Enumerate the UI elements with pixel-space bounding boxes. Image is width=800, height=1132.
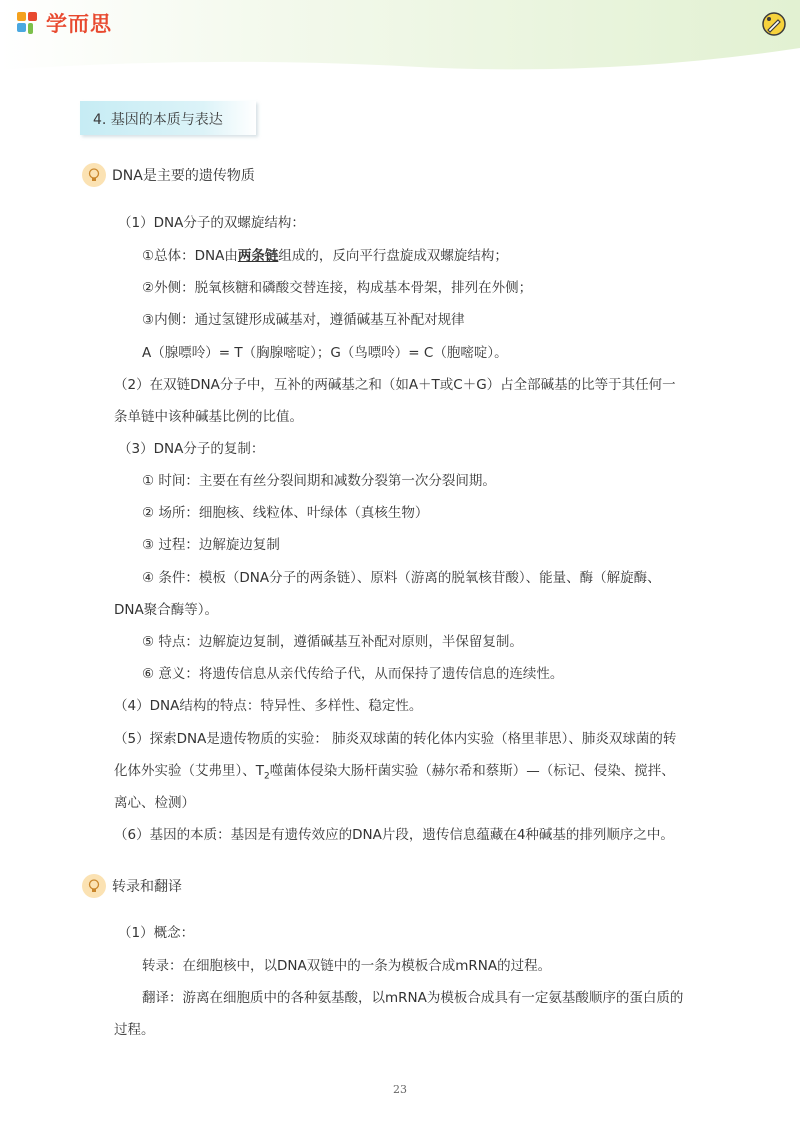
text-line: 条单链中该种碱基比例的比值。 [114, 409, 303, 425]
page-number: 23 [393, 1083, 407, 1096]
subsection-heading-dna [82, 163, 255, 187]
text-line: 翻译：游离在细胞质中的各种氨基酸，以mRNA为模板合成具有一定氨基酸顺序的蛋白质的 [142, 990, 684, 1006]
text-line: ① 时间：主要在有丝分裂间期和减数分裂第一次分裂间期。 [142, 473, 496, 489]
emphasis-text: 两条链 [237, 248, 279, 264]
subsection-heading-transcription [82, 874, 182, 898]
text-line: （3）DNA分子的复制： [118, 441, 265, 457]
text-line: ①总体：DNA由两条链组成的，反向平行盘旋成双螺旋结构； [142, 248, 508, 264]
text-line: ④ 条件：模板（DNA分子的两条链）、原料（游离的脱氧核苷酸）、能量、酶（解旋酶、 [142, 570, 661, 586]
text-line: A（腺嘌呤）= T（胸腺嘧啶）；G（鸟嘌呤）= C（胞嘧啶）。 [142, 345, 508, 361]
text-line: 化体外实验（艾弗里）、$T_2$噬菌体侵染大肠杆菌实验（赫尔希和蔡斯）—（标记、侵染、搅拌、 [114, 763, 675, 782]
text-line: 转录：在细胞核中，以DNA双链中的一条为模板合成mRNA的过程。 [142, 958, 552, 974]
section-title-banner [80, 101, 256, 135]
text-line: ⑥ 意义：将遗传信息从亲代传给子代，从而保持了遗传信息的连续性。 [142, 666, 564, 682]
text-line: （2）在双链DNA分子中，互补的两碱基之和（如A＋T或C＋G）占全部碱基的比等于其任何一 [114, 377, 676, 393]
subsection-title: DNA是主要的遗传物质 [112, 168, 255, 184]
text-line: （6）基因的本质：基因是有遗传效应的DNA片段，遗传信息蕴藏在4种碱基的排列顺序之中。 [114, 827, 674, 843]
text-line: （5）探索DNA是遗传物质的实验： 肺炎双球菌的转化体内实验（格里菲思）、肺炎双球菌的转 [114, 731, 677, 747]
text-line: ③内侧：通过氢键形成碱基对，遵循碱基互补配对规律 [142, 312, 465, 328]
header-background [0, 0, 800, 80]
text-line: DNA聚合酶等）。 [114, 602, 218, 618]
text-line: （1）概念： [118, 925, 195, 941]
brand-logo [14, 8, 112, 38]
text-line: 离心、检测） [114, 795, 195, 811]
logo-icon [14, 9, 42, 37]
text-line: （4）DNA结构的特点：特异性、多样性、稳定性。 [114, 698, 423, 714]
pencil-badge-icon [760, 10, 788, 38]
text-line: （1）DNA分子的双螺旋结构： [118, 215, 305, 231]
bulb-icon [82, 163, 106, 187]
text-line: ③ 过程：边解旋边复制 [142, 537, 280, 553]
bulb-icon [82, 874, 106, 898]
text-line: ② 场所：细胞核、线粒体、叶绿体（真核生物） [142, 505, 429, 521]
text-line: ⑤ 特点：边解旋边复制，遵循碱基互补配对原则，半保留复制。 [142, 634, 523, 650]
text-line: 过程。 [114, 1022, 155, 1038]
section-title: 4. 基因的本质与表达 [93, 112, 223, 128]
logo-text: 学而思 [46, 12, 112, 36]
text-line: ②外侧：脱氧核糖和磷酸交替连接，构成基本骨架，排列在外侧； [142, 280, 533, 296]
subsection-title: 转录和翻译 [112, 879, 182, 895]
